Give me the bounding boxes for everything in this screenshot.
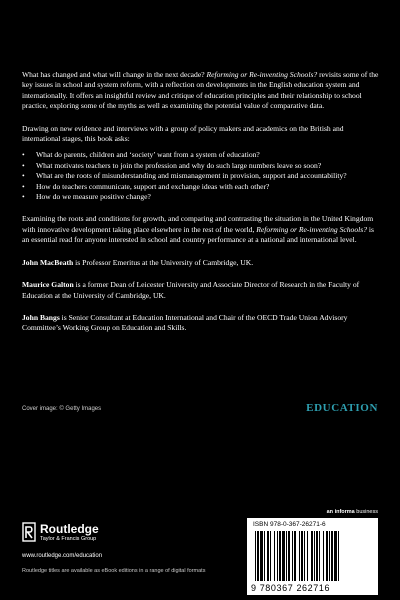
author-bio-text: is Senior Consultant at Education International and Chair of the OECD Trade Union Advisory Committee’s Working Group on Education and Skills. (22, 312, 348, 333)
bullet-icon: • (22, 150, 25, 160)
category-label: EDUCATION (306, 402, 378, 414)
list-item (22, 182, 382, 192)
question-text: How do we measure positive change? (36, 192, 151, 202)
conclusion-text-2: is an essential read for anyone interested in school and country performance at a national and international level. (22, 224, 374, 245)
publisher-name: Routledge (40, 522, 99, 536)
barcode-icon (253, 531, 372, 583)
list-item (22, 161, 382, 171)
bullet-icon: • (22, 192, 25, 202)
isbn-text: ISBN 978-0-367-26271-6 (253, 521, 326, 528)
book-title-italic: Reforming or Re-inventing Schools? (206, 70, 318, 79)
author-bio (22, 280, 382, 301)
author-bio (22, 313, 382, 334)
barcode-panel (247, 518, 378, 595)
ebook-footnote: Routledge titles are available as eBook editions in a range of digital formats (22, 568, 206, 574)
publisher-block (22, 522, 182, 562)
book-title-italic: Reforming or Re-inventing Schools? (256, 224, 368, 234)
informa-bold: an informa (326, 509, 355, 515)
publisher-url[interactable]: www.routledge.com/education (22, 553, 103, 559)
barcode-block (247, 509, 378, 595)
cover-image-credit: Cover image: © Getty Images (22, 406, 102, 412)
conclusion-paragraph (22, 214, 382, 245)
publisher-group: Taylor & Francis Group (40, 536, 97, 542)
informa-tagline (327, 509, 378, 515)
routledge-logo-icon (22, 522, 36, 542)
author-name: John Bangs (22, 312, 60, 322)
intro-text-1: What has changed and what will change in the next decade? (22, 70, 207, 79)
conclusion-text-1: Examining the roots and conditions for growth, and comparing and contrasting the situation in the United Kingdom with innovative development taking place elsewhere in the rest of the world, (22, 214, 374, 234)
list-item (22, 150, 382, 160)
informa-rest: business (354, 509, 378, 515)
bullet-icon: • (22, 160, 25, 170)
author-bio-text: is Professor Emeritus at the University of Cambridge, UK. (73, 257, 254, 267)
question-text: What do parents, children and ‘society’ want from a system of education? (36, 150, 260, 160)
intro-text-2: revisits some of the key issues in school and system reform, with a reflection on developments in the English education system and internationally. It offers an insightful review and critique of education principles and their relationship to school practice, exploring some of the myths as well as examining the potential value of comparative data. (22, 70, 379, 111)
question-text: What are the roots of misunderstanding and mismanagement in provision, support and accountability? (36, 171, 347, 181)
question-text: How do teachers communicate, support and exchange ideas with each other? (36, 181, 270, 191)
ean-digits: 9 780367 262716 (251, 583, 331, 593)
drawing-paragraph: Drawing on new evidence and interviews with a group of policy makers and academics on the British and international stages, this book asks: (22, 123, 344, 144)
author-bio-text: is a former Dean of Leicester University and Associate Director of Research in the Faculty of Education at the University of Cambridge, UK. (22, 280, 360, 300)
author-bio (22, 258, 382, 268)
credit-row (22, 402, 378, 418)
question-text: What motivates teachers to join the profession and why do such large numbers leave so soon? (36, 160, 322, 170)
bullet-icon: • (22, 181, 25, 191)
questions-list (22, 150, 382, 202)
back-cover-text (22, 70, 382, 346)
bullet-icon: • (22, 171, 25, 181)
list-item (22, 192, 382, 202)
author-name: John MacBeath (22, 257, 74, 267)
list-item (22, 171, 382, 181)
intro-paragraph (22, 70, 382, 112)
author-name: Maurice Galton (22, 280, 74, 290)
